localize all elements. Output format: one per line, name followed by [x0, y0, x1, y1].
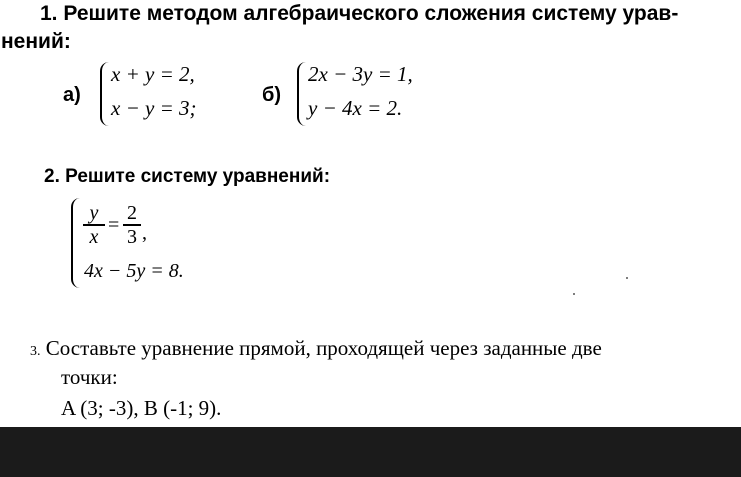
part-b-eq1: 2x − 3y = 1, — [308, 62, 413, 86]
fraction-numerator: y — [89, 202, 99, 224]
part-a-eq1: x + y = 2, — [111, 62, 195, 86]
fraction-denominator: x — [83, 224, 105, 248]
part-b-eq2: y − 4x = 2. — [308, 96, 403, 120]
fraction-denominator: 3 — [123, 224, 141, 248]
problem2-eq2: 4x − 5y = 8. — [84, 260, 184, 282]
bottom-band — [0, 427, 741, 477]
problem2-system — [71, 198, 221, 290]
problem2-title-text: Решите систему уравнений: — [65, 166, 331, 187]
problem1-title-line1 — [40, 2, 678, 26]
problem1-title-line2: нений: — [1, 30, 71, 53]
scan-speck — [573, 293, 575, 295]
part-a-system — [100, 62, 240, 128]
part-b-system — [297, 62, 447, 128]
brace — [100, 62, 109, 126]
equals-sign: = — [108, 214, 120, 236]
problem3-title-text: Составьте уравнение прямой, проходящей через заданные две — [45, 336, 602, 360]
part-b-label: б) — [262, 84, 282, 106]
part-a-label: а) — [63, 84, 81, 106]
scan-speck — [626, 277, 628, 279]
fraction-2-over-3 — [123, 202, 141, 248]
problem2-number: 2. — [44, 166, 60, 187]
brace — [71, 198, 80, 288]
problem3-title-line2: точки: — [61, 365, 118, 389]
problem2-title — [44, 166, 330, 188]
problem3-number: 3. — [30, 344, 41, 359]
problem1-number: 1. — [40, 2, 58, 25]
fraction-y-over-x — [83, 202, 105, 248]
brace — [297, 62, 306, 126]
problem1-title-text: Решите методом алгебраического сложения систему урав- — [63, 2, 679, 25]
problem3-title-line1 — [30, 336, 602, 361]
problem3-points: A (3; -3), B (-1; 9). — [61, 396, 222, 420]
part-a-eq2: x − y = 3; — [111, 96, 197, 120]
comma: , — [142, 222, 147, 244]
fraction-numerator: 2 — [127, 202, 137, 224]
